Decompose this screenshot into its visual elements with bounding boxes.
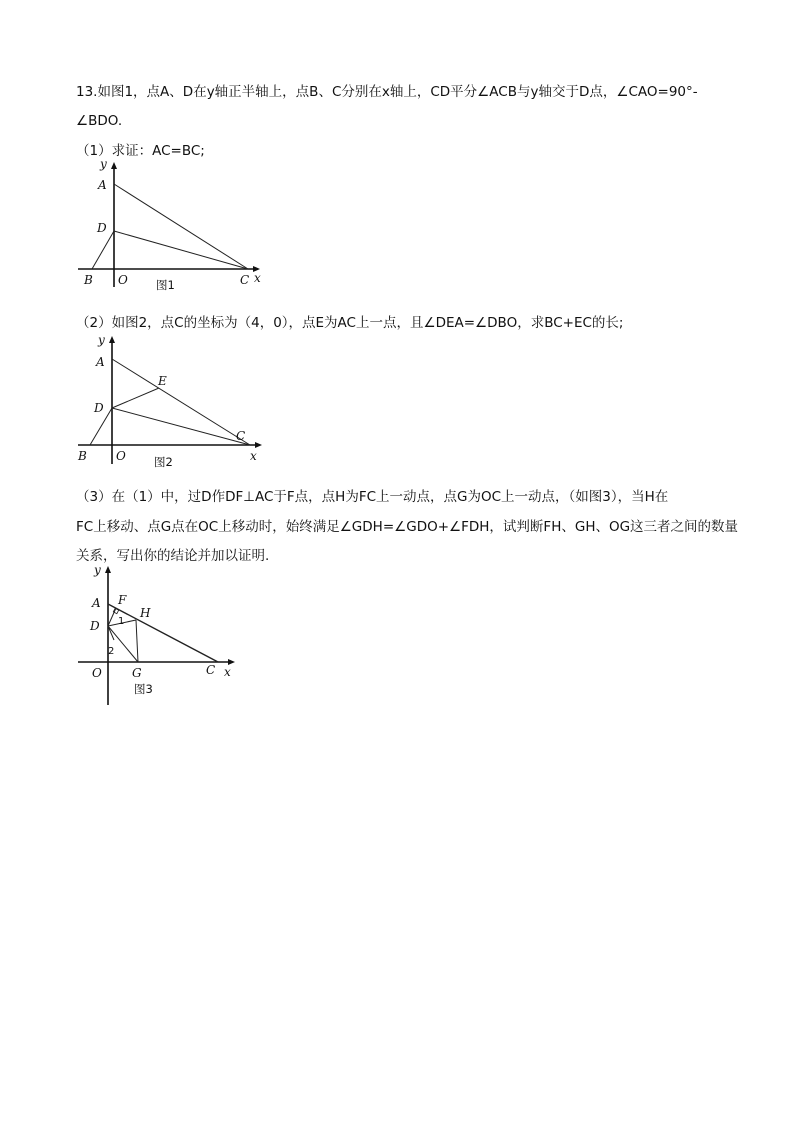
- label-G: G: [132, 666, 142, 680]
- label-y: y: [98, 333, 105, 347]
- label-E: E: [158, 374, 167, 388]
- figure-3: [78, 560, 248, 708]
- label-angle-1: 1: [118, 616, 125, 627]
- segment-D-aux: [108, 626, 114, 640]
- figure-3-diagram: [78, 560, 248, 708]
- segment-DC: [114, 231, 248, 269]
- figure-2-diagram: [70, 326, 270, 471]
- x-axis-arrow: [255, 442, 262, 448]
- label-C: C: [236, 429, 246, 443]
- segment-HG: [136, 620, 138, 662]
- y-axis-arrow: [105, 566, 111, 573]
- figure-2-caption: 图2: [154, 455, 173, 469]
- label-D: D: [94, 401, 104, 415]
- y-axis-arrow: [109, 336, 115, 343]
- label-y: y: [100, 157, 107, 171]
- part-3-line-3: 关系，写出你的结论并加以证明.: [76, 548, 270, 564]
- label-F: F: [118, 593, 127, 607]
- label-B: B: [78, 449, 87, 463]
- label-x: x: [224, 665, 231, 679]
- segment-AC: [108, 604, 218, 662]
- label-O: O: [116, 449, 126, 463]
- label-angle-2: 2: [108, 646, 115, 657]
- label-O: O: [118, 273, 128, 287]
- segment-AC: [112, 359, 250, 445]
- part-1-text: （1）求证：AC=BC;: [76, 143, 205, 159]
- figure-1-diagram: [70, 152, 270, 292]
- figure-3-caption: 图3: [134, 682, 153, 696]
- segment-AC: [114, 184, 248, 269]
- figure-2: [70, 326, 270, 471]
- y-axis-arrow: [111, 162, 117, 169]
- label-A: A: [92, 596, 101, 610]
- label-y: y: [94, 563, 101, 577]
- problem-line-1: 13.如图1，点A、D在y轴正半轴上，点B、C分别在x轴上，CD平分∠ACB与y轴交于D点，∠CAO=90°-: [76, 84, 698, 100]
- figure-1: [70, 152, 270, 292]
- segment-DF: [108, 608, 116, 626]
- label-H: H: [140, 606, 151, 620]
- label-D: D: [97, 221, 107, 235]
- label-D: D: [90, 619, 100, 633]
- figure-1-caption: 图1: [156, 278, 175, 292]
- label-A: A: [98, 178, 107, 192]
- label-x: x: [250, 449, 257, 463]
- label-B: B: [84, 273, 93, 287]
- label-O: O: [92, 666, 102, 680]
- problem-line-2: ∠BDO.: [76, 113, 123, 129]
- part-2-text: （2）如图2，点C的坐标为（4，0），点E为AC上一点，且∠DEA=∠DBO，求BC+EC的长;: [76, 315, 624, 331]
- label-x: x: [254, 271, 261, 285]
- label-A: A: [96, 355, 105, 369]
- part-3-line-1: （3）在（1）中，过D作DF⊥AC于F点，点H为FC上一动点，点G为OC上一动点，（如图3），当H在: [76, 489, 669, 505]
- segment-DC: [112, 408, 250, 445]
- part-3-line-2: FC上移动、点G点在OC上移动时，始终满足∠GDH=∠GDO+∠FDH，试判断FH、GH、OG这三者之间的数量: [76, 519, 739, 535]
- segment-DE: [112, 388, 159, 408]
- label-C: C: [206, 663, 216, 677]
- segment-BD: [92, 231, 114, 269]
- label-C: C: [240, 273, 250, 287]
